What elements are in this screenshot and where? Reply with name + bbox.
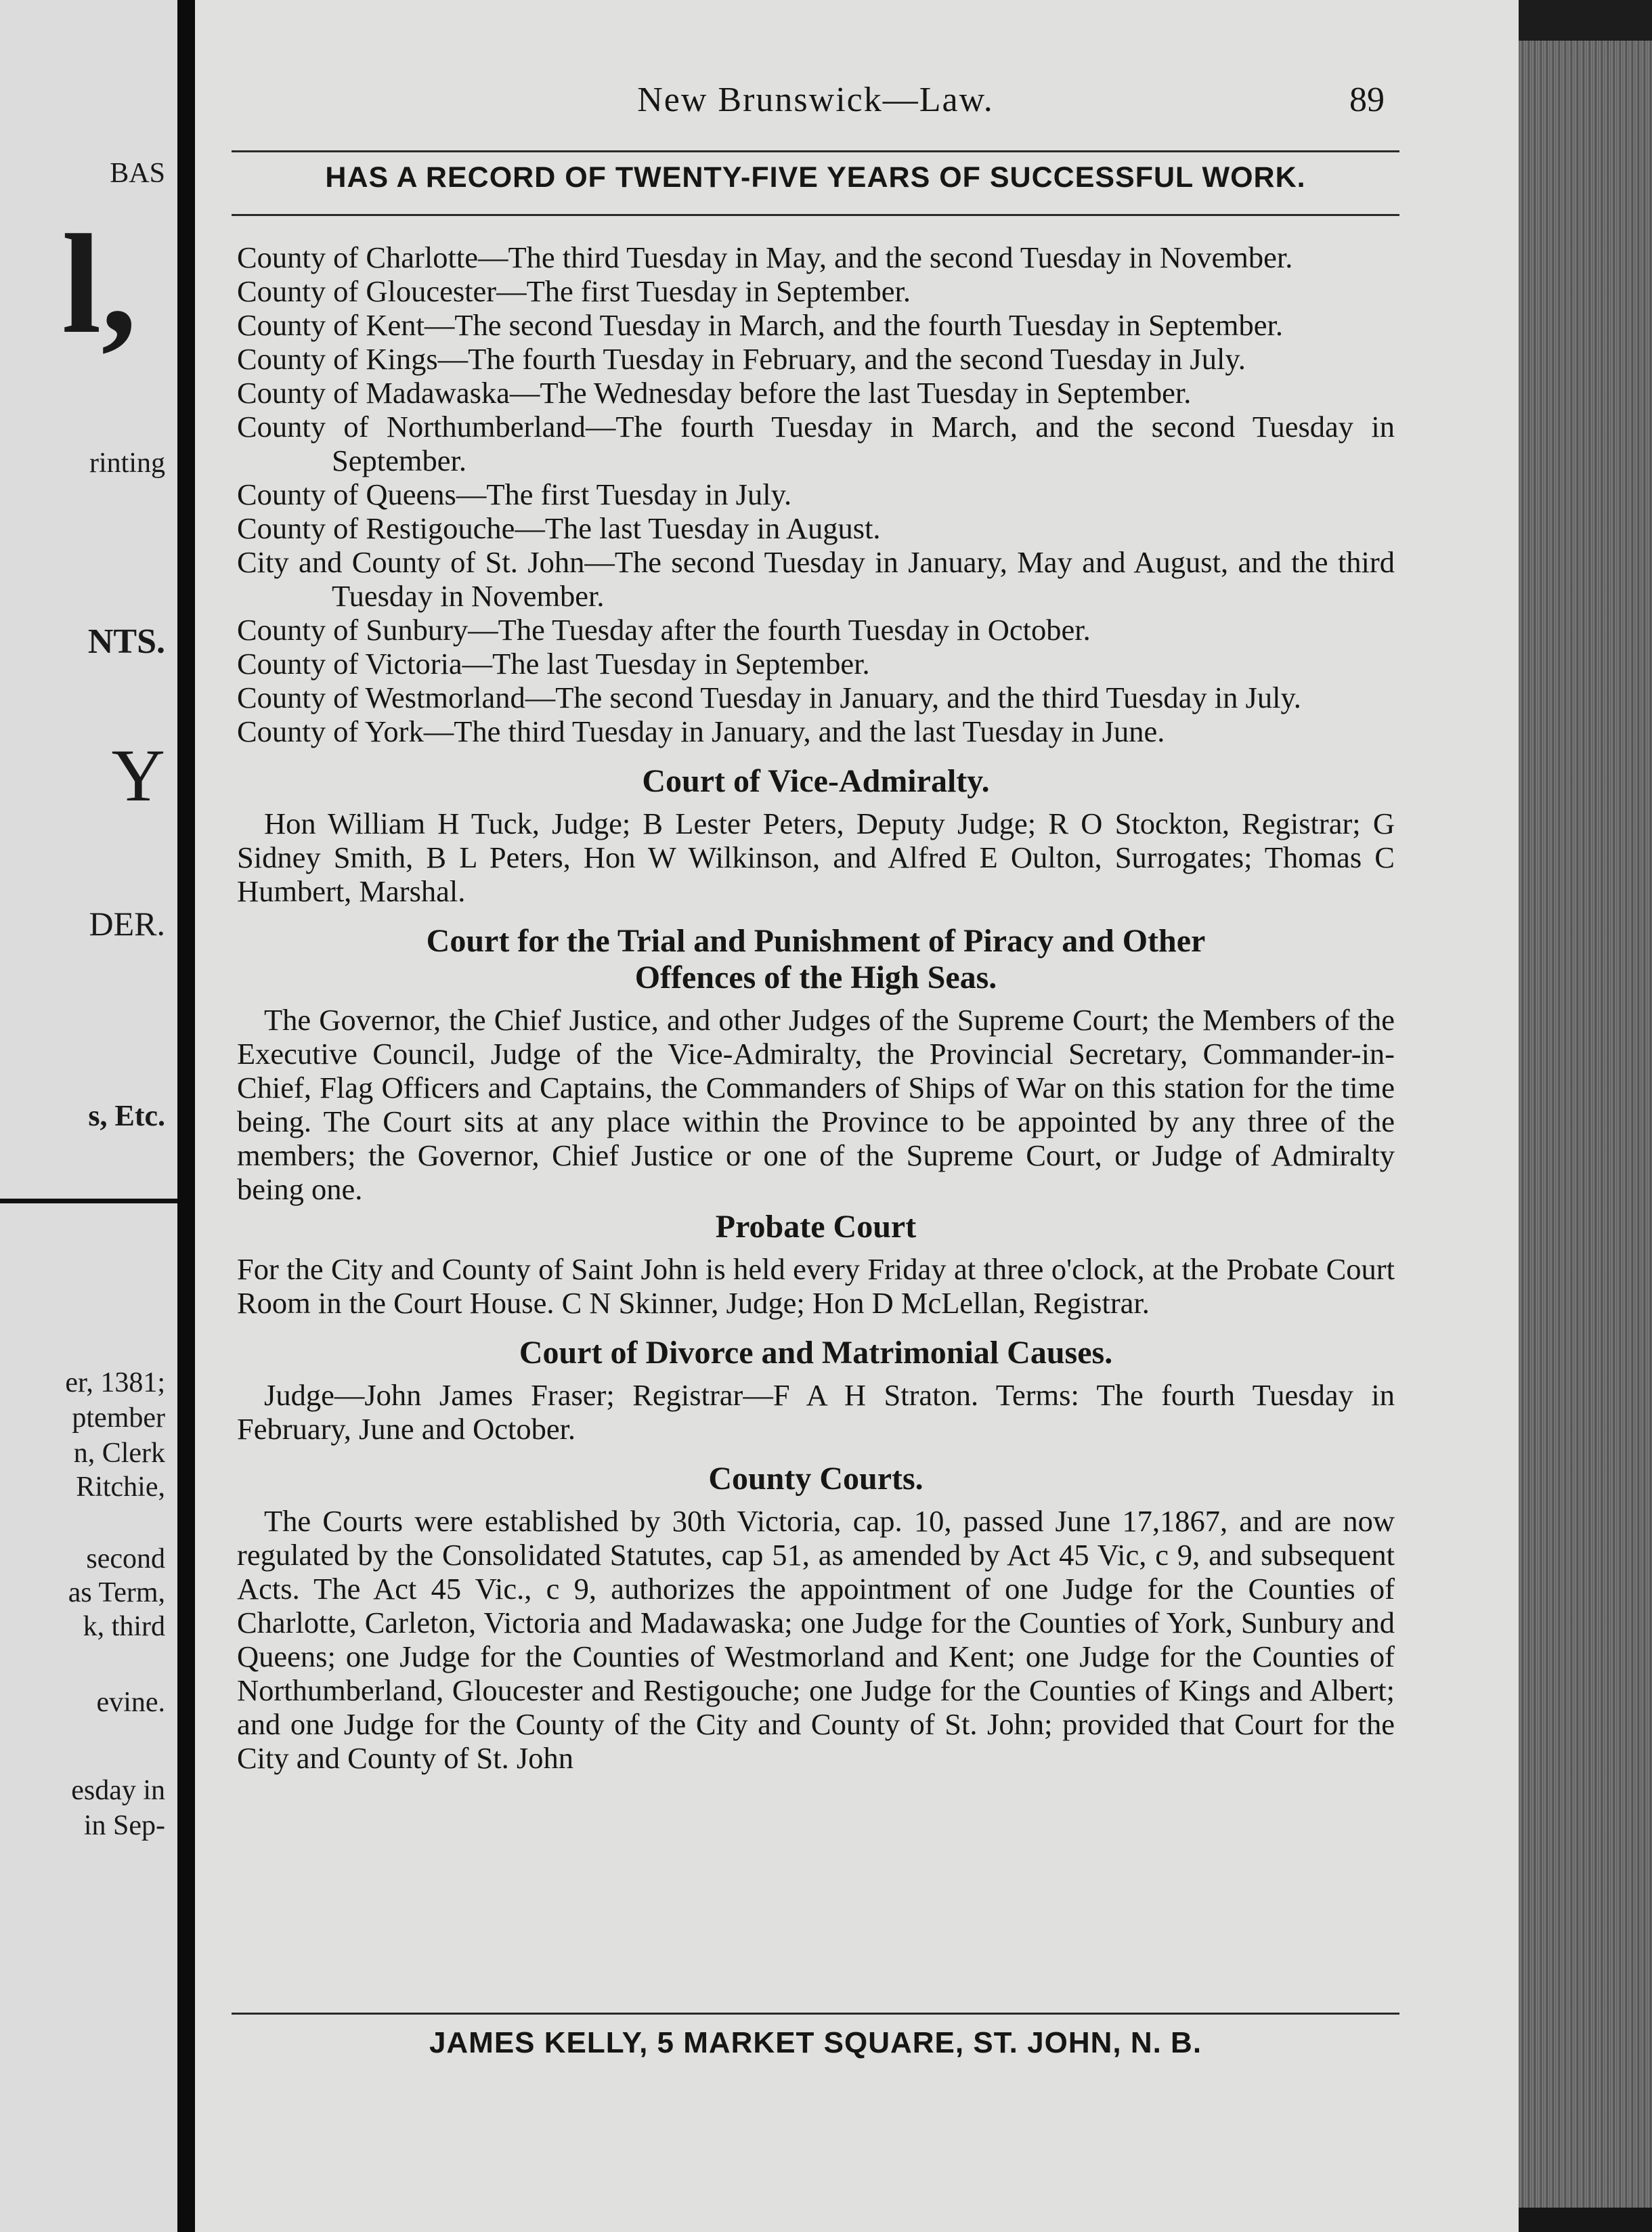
page-number: 89 bbox=[1349, 81, 1385, 119]
footer-rule bbox=[232, 2013, 1399, 2015]
section-heading-divorce: Court of Divorce and Matrimonial Causes. bbox=[519, 1335, 1113, 1371]
section-text-divorce: Judge—John James Fraser; Registrar—F A H Straton. Terms: The fourth Tuesday in February, June and October. bbox=[237, 1378, 1395, 1446]
facing-page-text: second bbox=[86, 1543, 165, 1574]
county-term-entry: County of Victoria—The last Tuesday in September. bbox=[237, 647, 870, 681]
county-term-entry: County of Westmorland—The second Tuesday in January, and the third Tuesday in July. bbox=[237, 681, 1301, 714]
facing-page-text: n, Clerk bbox=[73, 1438, 165, 1469]
section-text-probate: For the City and County of Saint John is held every Friday at three o'clock, at the Probate Court Room in the Court House. C N Skinner, Judge; Hon D McLellan, Registrar. bbox=[237, 1252, 1395, 1320]
county-term-entry: County of Restigouche—The last Tuesday in August. bbox=[237, 511, 881, 545]
facing-page-fragment bbox=[0, 0, 177, 2232]
section-text-vice-admiralty: Hon William H Tuck, Judge; B Lester Peters, Deputy Judge; R O Stockton, Registrar; G Sidney Smith, B L Peters, Hon W Wilkinson, and Alfred E Oulton, Surrogates; Thomas C Humbert, Marshal. bbox=[237, 807, 1395, 908]
facing-page-text: esday in bbox=[71, 1775, 165, 1806]
county-term-entry: County of Kings—The fourth Tuesday in February, and the second Tuesday in July. bbox=[237, 342, 1246, 376]
county-term-entry: County of Charlotte—The third Tuesday in May, and the second Tuesday in November. bbox=[237, 240, 1293, 274]
advert-footer: JAMES KELLY, 5 MARKET SQUARE, ST. JOHN, N. B. bbox=[429, 2026, 1202, 2059]
facing-page-text: BAS bbox=[110, 158, 165, 189]
facing-page-text: DER. bbox=[89, 905, 165, 943]
facing-page-text: in Sep- bbox=[83, 1810, 165, 1841]
advert-banner: HAS A RECORD OF TWENTY-FIVE YEARS OF SUCCESSFUL WORK. bbox=[325, 161, 1306, 194]
facing-page-text: k, third bbox=[83, 1611, 165, 1642]
running-header bbox=[232, 80, 1399, 134]
county-term-entry: County of Gloucester—The first Tuesday in September. bbox=[237, 274, 911, 308]
facing-page-text: rinting bbox=[89, 448, 165, 479]
section-heading-probate: Probate Court bbox=[715, 1209, 917, 1245]
county-term-entry: County of Madawaska—The Wednesday before the last Tuesday in September. bbox=[237, 376, 1192, 410]
county-term-entry: County of Sunbury—The Tuesday after the fourth Tuesday in October. bbox=[237, 613, 1091, 647]
county-term-entry: County of York—The third Tuesday in January, and the last Tuesday in June. bbox=[237, 714, 1165, 748]
facing-page-text: ptember bbox=[72, 1402, 165, 1434]
facing-page-text: Ritchie, bbox=[76, 1472, 165, 1503]
book-gutter bbox=[177, 0, 195, 2232]
running-title: New Brunswick—Law. bbox=[637, 81, 994, 119]
facing-page-text: Y bbox=[111, 734, 165, 817]
facing-page-text: evine. bbox=[96, 1687, 165, 1718]
section-heading-line: Court for the Trial and Punishment of Piracy and Other bbox=[426, 923, 1206, 959]
section-heading-county-courts: County Courts. bbox=[708, 1461, 923, 1497]
facing-page-text: s, Etc. bbox=[88, 1099, 165, 1132]
page-body bbox=[237, 240, 1395, 1775]
facing-page-text: NTS. bbox=[87, 622, 165, 661]
header-rule bbox=[232, 150, 1399, 152]
page-stack-edge bbox=[1519, 41, 1652, 2208]
banner-rule bbox=[232, 214, 1399, 216]
facing-page-text: l, bbox=[62, 206, 137, 363]
section-heading-piracy bbox=[237, 923, 1395, 996]
county-term-entry: County of Queens—The first Tuesday in July. bbox=[237, 477, 792, 511]
facing-page-text: er, 1381; bbox=[65, 1367, 165, 1398]
county-term-entry: County of Kent—The second Tuesday in March, and the fourth Tuesday in September. bbox=[237, 308, 1283, 342]
county-term-entry: County of Northumberland—The fourth Tuesday in March, and the second Tuesday in September. bbox=[237, 410, 1395, 477]
section-text-county-courts: The Courts were established by 30th Victoria, cap. 10, passed June 17,1867, and are now regulated by the Consolidated Statutes, cap 51, as amended by Act 45 Vic, c 9, and subsequent Acts. The Act 45 Vic., c 9, authorizes the appointment of one Judge for the Counties of Charlotte, Carleton, Victoria and Madawaska; one Judge for the Counties of York, Sunbury and Queens; one Judge for the Counties of Westmorland and Kent; one Judge for the Counties of Northumberland, Gloucester and Restigouche; one Judge for the Counties of Kings and Albert; and one Judge for the County of the City and County of St. John; provided that Court for the City and County of St. John bbox=[237, 1504, 1395, 1775]
section-heading-vice-admiralty: Court of Vice-Admiralty. bbox=[642, 763, 990, 799]
facing-page-rule bbox=[0, 1199, 177, 1203]
section-heading-line: Offences of the High Seas. bbox=[634, 960, 997, 995]
book-page bbox=[195, 0, 1519, 2232]
county-term-entry: City and County of St. John—The second Tuesday in January, May and August, and the third Tuesday in November. bbox=[237, 545, 1395, 613]
facing-page-text: as Term, bbox=[68, 1577, 165, 1608]
section-text-piracy: The Governor, the Chief Justice, and other Judges of the Supreme Court; the Members of the Executive Council, Judge of the Vice-Admiralty, the Provincial Secretary, Commander-in-Chief, Flag Officers and Captains, the Commanders of Ships of War on this station for the time being. The Court sits at any place within the Province to be appointed by any three of the members; the Governor, Chief Justice or one of the Supreme Court, or Judge of Admiralty being one. bbox=[237, 1003, 1395, 1206]
page-edge-shadow bbox=[1519, 0, 1652, 41]
